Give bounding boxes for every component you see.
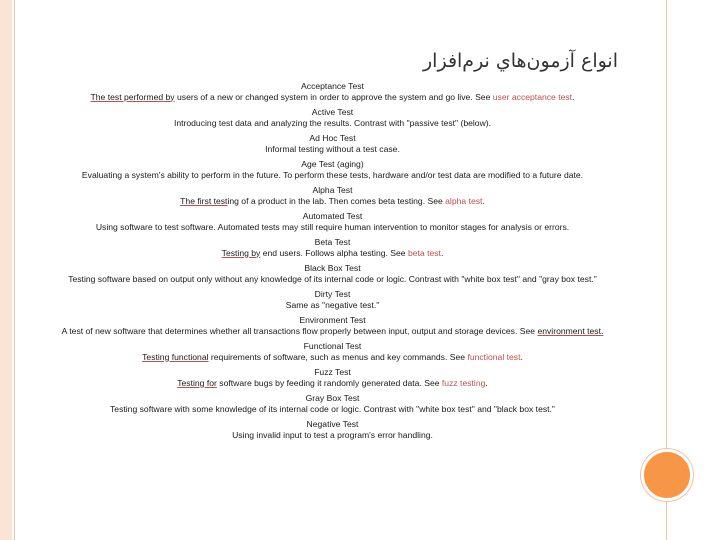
- term: Environment Test: [299, 315, 366, 325]
- term: Gray Box Test: [305, 393, 360, 403]
- term: Beta Test: [314, 237, 351, 247]
- link-alpha-test[interactable]: alpha test: [445, 195, 483, 206]
- left-decorative-line: [14, 0, 15, 540]
- glossary-list: [30, 81, 635, 445]
- link-user-acceptance-test[interactable]: user acceptance test: [492, 91, 573, 102]
- term: Black Box Test: [304, 263, 361, 273]
- term: Fuzz Test: [314, 367, 351, 377]
- definition: Introducing test data and analyzing the results. Contrast with "passive test" (below).: [173, 117, 492, 128]
- definition: Using software to test software. Automated tests may still require human intervention to monitor stages for analysis or errors.: [95, 221, 570, 232]
- definition: Using invalid input to test a program's error handling.: [232, 429, 433, 440]
- definition: Testing functional requirements of software, such as menus and key commands. See functional test.: [142, 351, 523, 362]
- decorative-circle: [641, 449, 693, 501]
- term: Alpha Test: [312, 185, 353, 195]
- definition: Testing software based on output only without any knowledge of its internal code or logic. Contrast with "white box test" and "gray box test.": [68, 273, 597, 284]
- definition: The test performed by users of a new or changed system in order to approve the system and go live. See user acceptance test.: [90, 91, 575, 102]
- entry-beta-test: [30, 237, 635, 258]
- entry-black-box-test: [30, 263, 635, 284]
- term: Ad Hoc Test: [309, 133, 356, 143]
- link-beta-test[interactable]: beta test: [407, 247, 441, 258]
- definition: A test of new software that determines whether all transactions flow properly between input, output and storage devices. See environment test.: [61, 325, 604, 336]
- definition: Testing by end users. Follows alpha testing. See beta test.: [221, 247, 444, 258]
- link-functional-test[interactable]: functional test: [467, 351, 521, 362]
- entry-acceptance-test: [30, 81, 635, 102]
- link-fuzz-testing[interactable]: fuzz testing: [441, 377, 486, 388]
- definition: Testing for software bugs by feeding it randomly generated data. See fuzz testing.: [177, 377, 488, 388]
- left-decorative-band: [0, 0, 12, 540]
- term: Functional Test: [303, 341, 362, 351]
- term: Automated Test: [302, 211, 363, 221]
- entry-automated-test: [30, 211, 635, 232]
- term: Age Test (aging): [301, 159, 364, 169]
- entry-age-test: [30, 159, 635, 180]
- entry-alpha-test: [30, 185, 635, 206]
- definition: Informal testing without a test case.: [265, 143, 400, 154]
- entry-environment-test: [30, 315, 635, 336]
- entry-dirty-test: [30, 289, 635, 310]
- link-environment-test[interactable]: environment test: [537, 325, 601, 336]
- term: Acceptance Test: [301, 81, 364, 91]
- definition: Same as "negative test.": [285, 299, 380, 310]
- term: Active Test: [311, 107, 354, 117]
- definition: Evaluating a system's ability to perform in the future. To perform these tests, hardware and/or test data are modified to a future date.: [81, 169, 584, 180]
- entry-negative-test: [30, 419, 635, 440]
- term: Dirty Test: [314, 289, 351, 299]
- entry-functional-test: [30, 341, 635, 362]
- entry-gray-box-test: [30, 393, 635, 414]
- slide-title: انواع آزمون‌هاي نرم‌افزار: [423, 50, 618, 72]
- entry-ad-hoc-test: [30, 133, 635, 154]
- entry-fuzz-test: [30, 367, 635, 388]
- entry-active-test: [30, 107, 635, 128]
- term: Negative Test: [306, 419, 359, 429]
- definition: Testing software with some knowledge of its internal code or logic. Contrast with "white box test" and "black box test.": [110, 403, 555, 414]
- definition: The first testing of a product in the lab. Then comes beta testing. See alpha test.: [180, 195, 485, 206]
